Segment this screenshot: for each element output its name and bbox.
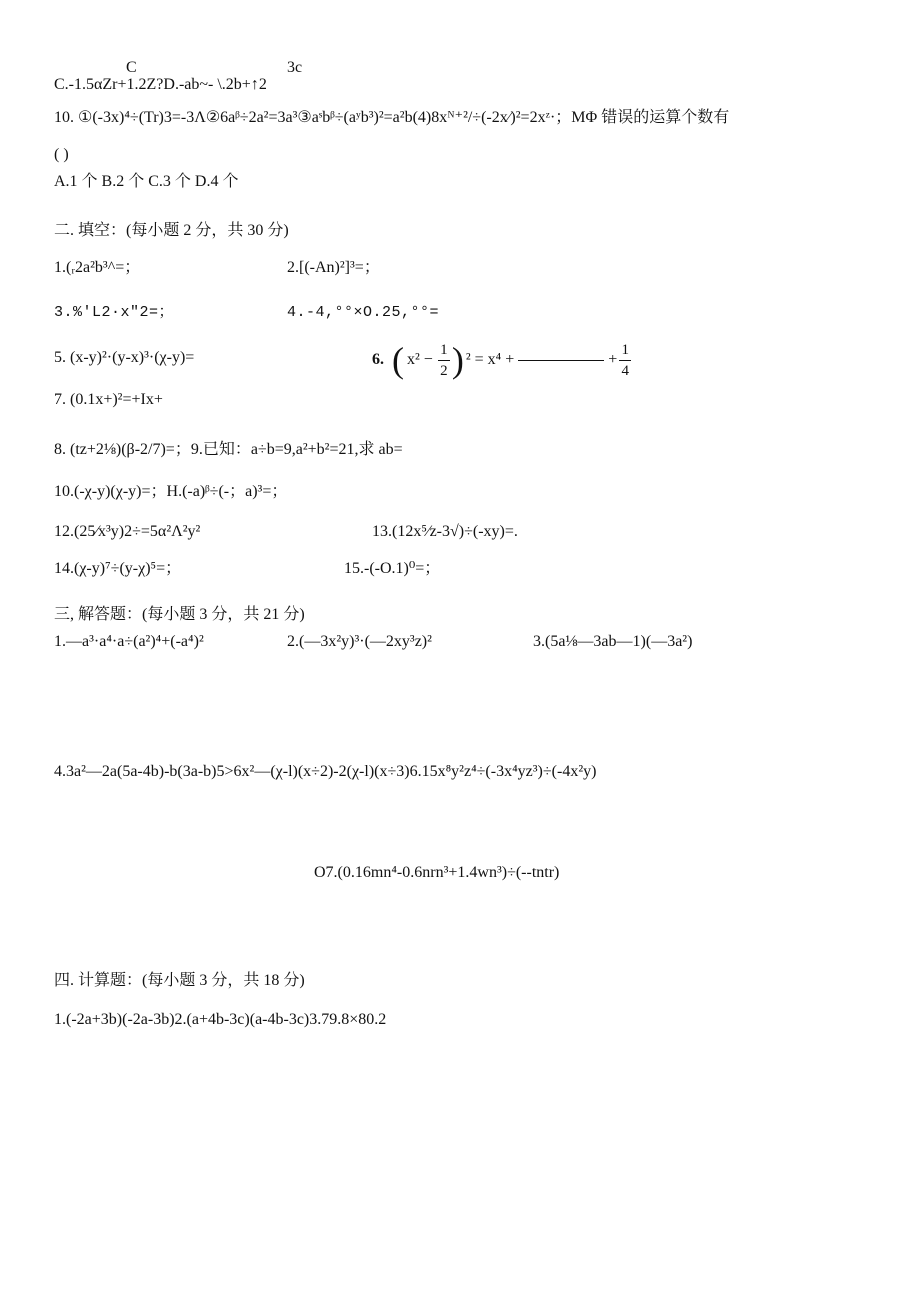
fill-1: 1.(ᵣ2a²b³^=； — [54, 259, 141, 276]
overline-c: C — [126, 59, 137, 76]
fraction-bar — [438, 360, 450, 361]
solve-4-6: 4.3a²—2a(5a-4b)-b(3a-b)5>6x²—(χ-l)(x÷2)-2(χ-l)(x÷3)6.15x⁸y²z⁴÷(-3x⁴yz³)÷(-4x²y) — [54, 763, 597, 780]
calc-1-3: 1.(-2a+3b)(-2a-3b)2.(a+4b-3c)(a-4b-3c)3.79.8×80.2 — [54, 1011, 387, 1028]
left-paren: ( — [392, 340, 404, 380]
fraction-numerator: 1 — [440, 341, 448, 358]
fill-6-plus: + — [608, 351, 618, 369]
question-10: 10. ①(-3x)⁴÷(Tr)3=-3Λ②6aᵝ÷2a²=3a³③aˢbᵝ÷(aʸb³)²=a²b(4)8xᴺ⁺²/÷(-2x⁄)²=2xᶻ·；MΦ 错误的运算个数有 — [54, 109, 730, 126]
fill-6-x2: x² − — [407, 351, 433, 369]
question-10-options: A.1 个 B.2 个 C.3 个 D.4 个 — [54, 173, 239, 190]
right-paren: ) — [451, 340, 464, 380]
solve-2: 2.(—3x²y)³·(—2xy³z)² — [287, 633, 432, 650]
fill-5: 5. (x-y)²·(y-x)³·(χ-y)= — [54, 349, 195, 366]
question-10-answer-paren: ( ) — [54, 146, 69, 163]
fill-4: 4.-4,°°×O.25,°°= — [287, 304, 440, 321]
solve-7: O7.(0.16mn⁴-0.6nrn³+1.4wn³)÷(--tntr) — [314, 864, 560, 881]
fill-13: 13.(12x⁵⁄z-3√)÷(-xy)=. — [372, 523, 518, 540]
fill-2: 2.[(-An)²]³=； — [287, 259, 380, 276]
fill-7: 7. (0.1x+)²=+Ix+ — [54, 391, 163, 408]
fraction-one-half — [438, 341, 450, 380]
fill-6-mid: ² = x⁴ + — [465, 351, 515, 369]
overline-3c: 3c — [287, 59, 303, 76]
section-3-heading: 三, 解答题：(每小题 3 分，共 21 分) — [54, 606, 305, 623]
fraction-one-quarter — [619, 341, 631, 380]
section-2-heading: 二. 填空：(每小题 2 分，共 30 分) — [54, 222, 289, 239]
fill-6 — [372, 338, 633, 382]
fill-15: 15.-(-O.1)⁰=； — [344, 560, 441, 577]
fraction-denominator: 2 — [440, 362, 448, 379]
fill-3: 3.%'L2·x"2=； — [54, 304, 175, 321]
fill-6-blank[interactable] — [518, 360, 604, 361]
section-4-heading: 四. 计算题：(每小题 3 分，共 18 分) — [54, 972, 305, 989]
fill-6-number: 6. — [372, 351, 384, 369]
fraction-numerator-2: 1 — [621, 341, 630, 358]
solve-3: 3.(5a⅛—3ab—1)(—3a²) — [533, 633, 693, 650]
fill-8-9: 8. (tz+2⅛)(β-2/7)=；9.已知：a÷b=9,a²+b²=21,求 ab= — [54, 441, 403, 458]
question-9-options-cd: C.-1.5αZr+1.2Z?D.-ab~- \.2b+↑2 — [54, 76, 267, 93]
fill-10-11: 10.(-χ-y)(χ-y)=；H.(-a)ᵝ÷(-；a)³=； — [54, 483, 288, 500]
fraction-denominator-2: 4 — [621, 362, 630, 379]
fraction-bar-2 — [619, 360, 631, 361]
fill-14: 14.(χ-y)⁷÷(y-χ)⁵=； — [54, 560, 182, 577]
solve-1: 1.—a³·a⁴·a÷(a²)⁴+(-a⁴)² — [54, 633, 204, 650]
fill-12: 12.(25⁄x³y)2÷=5α²Λ²y² — [54, 523, 201, 540]
